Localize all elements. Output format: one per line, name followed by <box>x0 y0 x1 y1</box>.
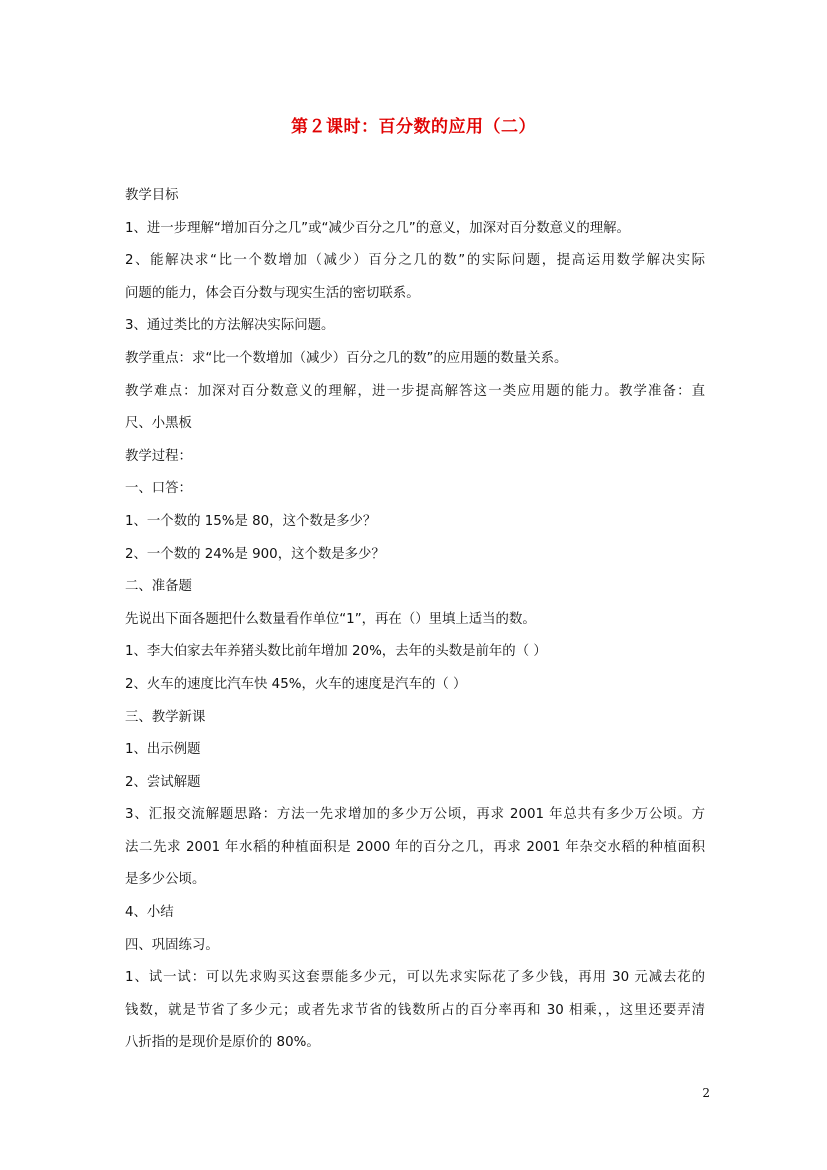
text-line: 1、出示例题 <box>125 742 201 758</box>
text-line: 教学目标 <box>125 188 179 203</box>
text-line: 法二先求 2001 年水稻的种植面积是 2000 年的百分之几，再求 2001 年杂交水稻的种植面积 <box>125 839 705 855</box>
text-line: 一、口答： <box>125 481 192 497</box>
text-line: 3、汇报交流解题思路：方法一先求增加的多少万公顷，再求 2001 年总共有多少万公顷。方 <box>125 807 705 823</box>
text-line: 二、准备题 <box>125 579 192 595</box>
text-line: 2、火车的速度比汽车快 45%，火车的速度是汽车的（ ） <box>125 676 467 692</box>
text-line: 教学重点：求“比一个数增加（减少）百分之几的数”的应用题的数量关系。 <box>125 350 568 366</box>
text-line: 4、小结 <box>125 905 174 921</box>
text-line: 1、一个数的 15%是 80，这个数是多少？ <box>125 513 377 529</box>
text-line: 四、巩固练习。 <box>125 937 219 953</box>
text-line: 钱数，就是节省了多少元；或者先求节省的钱数所占的百分率再和 30 相乘，，这里还要弄清 <box>125 1002 705 1018</box>
document-body <box>125 180 705 1060</box>
text-line: 三、教学新课 <box>125 709 206 725</box>
text-line: 是多少公顷。 <box>125 872 206 888</box>
page-title: 第２课时：百分数的应用（二） <box>291 117 536 137</box>
text-line: 教学难点：加深对百分数意义的理解，进一步提高解答这一类应用题的能力。教学准备：直 <box>125 383 705 399</box>
text-line: 2、能解决求“比一个数增加（减少）百分之几的数”的实际问题，提高运用数学解决实际 <box>125 253 705 269</box>
text-line: 教学过程： <box>125 448 192 464</box>
text-line: 3、通过类比的方法解决实际问题。 <box>125 318 335 334</box>
text-line: 尺、小黑板 <box>125 416 192 432</box>
page-number: 2 <box>702 1086 710 1100</box>
text-line: 2、一个数的 24%是 900，这个数是多少？ <box>125 546 385 562</box>
text-line: 1、试一试：可以先求购买这套票能多少元，可以先求实际花了多少钱，再用 30 元减去花的 <box>125 970 705 986</box>
text-line: 1、李大伯家去年养猪头数比前年增加 20%，去年的头数是前年的（ ） <box>125 644 547 660</box>
text-line: 先说出下面各题把什么数量看作单位“1”，再在（）里填上适当的数。 <box>125 611 536 627</box>
text-line: 2、尝试解题 <box>125 774 201 790</box>
text-line: 问题的能力，体会百分数与现实生活的密切联系。 <box>125 285 420 301</box>
text-line: 八折指的是现价是原价的 80%。 <box>125 1035 320 1051</box>
text-line: 1、进一步理解“增加百分之几”或“减少百分之几”的意义，加深对百分数意义的理解。 <box>125 220 630 236</box>
